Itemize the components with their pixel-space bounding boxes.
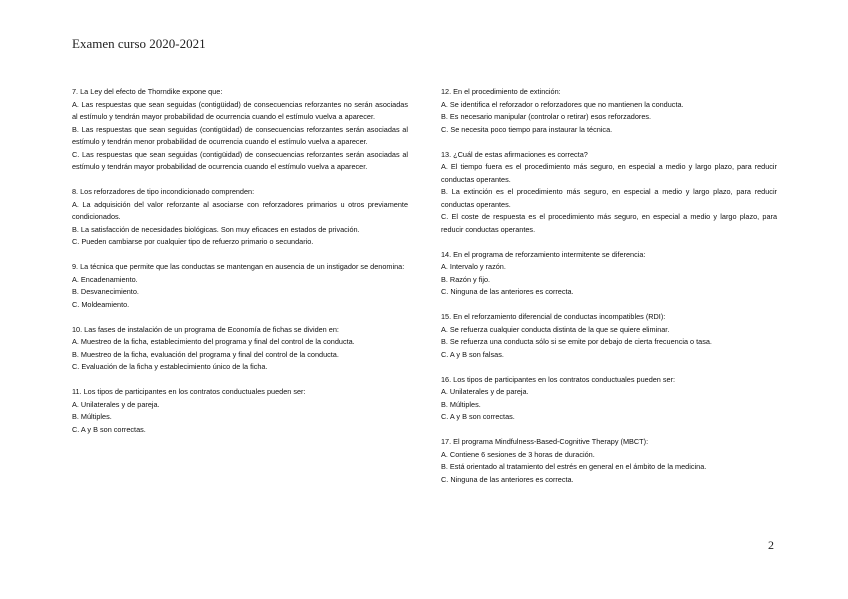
option-b: B. Las respuestas que sean seguidas (contigüidad) de consecuencias reforzantes serán asociadas al estímulo y tendrán menor probabilidad de ocurrencia cuando el estímulo vuelva a aparecer.	[72, 124, 408, 146]
option-c: C. El coste de respuesta es el procedimiento más seguro, en especial a medio y largo plazo, para reducir conductas operantes.	[441, 212, 777, 234]
option-b: B. Está orientado al tratamiento del estrés en general en el ámbito de la medicina.	[441, 462, 707, 471]
question-title: 11. Los tipos de participantes en los contratos conductuales pueden ser:	[72, 387, 306, 396]
question-15	[441, 311, 777, 361]
option-a: A. Las respuestas que sean seguidas (contigüidad) de consecuencias reforzantes no serán asociadas al estímulo y tendrán mayor probabilidad de ocurrencia cuando el estímulo vuelva a aparecer.	[72, 99, 408, 121]
question-title: 12. En el procedimiento de extinción:	[441, 87, 561, 96]
option-b: B. Desvanecimiento.	[72, 287, 139, 296]
page-number: 2	[768, 538, 774, 552]
option-c: C. Las respuestas que sean seguidas (contigüidad) de consecuencias reforzantes serán asociadas al estímulo y tendrán mayor probabilidad de ocurrencia cuando el estímulo vuelva a aparecer.	[72, 149, 408, 171]
page-header: Examen curso 2020-2021	[72, 36, 206, 51]
option-c: C. Ninguna de las anteriores es correcta.	[441, 287, 574, 296]
option-c: C. Evaluación de la ficha y establecimiento único de la ficha.	[72, 362, 268, 371]
option-b: B. La satisfacción de necesidades biológicas. Son muy eficaces en estados de privación.	[72, 224, 360, 234]
question-7	[72, 86, 408, 174]
question-title: 8. Los reforzadores de tipo incondicionado comprenden:	[72, 187, 255, 196]
question-11	[72, 386, 408, 436]
option-b: B. Es necesario manipular (controlar o retirar) esos reforzadores.	[441, 112, 652, 121]
option-c: C. A y B son correctas.	[441, 412, 515, 421]
question-title: 15. En el reforzamiento diferencial de conductas incompatibles (RDI):	[441, 312, 666, 321]
question-title: 7. La Ley del efecto de Thorndike expone que:	[72, 87, 223, 96]
option-c: C. Pueden cambiarse por cualquier tipo de refuerzo primario o secundario.	[72, 237, 314, 246]
option-a: A. La adquisición del valor reforzante al asociarse con reforzadores primarios u otros previamente condicionados.	[72, 199, 408, 221]
option-a: A. Encadenamiento.	[72, 274, 138, 284]
question-9	[72, 261, 408, 311]
question-17	[441, 436, 777, 486]
option-a: A. Contiene 6 sesiones de 3 horas de duración.	[441, 449, 595, 459]
option-b: B. Múltiples.	[441, 399, 481, 409]
option-b: B. Múltiples.	[72, 412, 112, 421]
question-12	[441, 86, 777, 136]
question-title: 14. En el programa de reforzamiento intermitente se diferencia:	[441, 249, 646, 259]
question-10	[72, 324, 408, 374]
option-a: A. Se identifica el reforzador o reforzadores que no mantienen la conducta.	[441, 99, 684, 109]
left-column	[72, 86, 408, 449]
option-a: A. Unilaterales y de pareja.	[441, 387, 529, 396]
option-a: A. El tiempo fuera es el procedimiento más seguro, en especial a medio y largo plazo, para reducir conductas operantes.	[441, 162, 777, 184]
option-a: A. Intervalo y razón.	[441, 262, 506, 271]
question-title: 9. La técnica que permite que las conductas se mantengan en ausencia de un instigador se denomina:	[72, 262, 405, 271]
question-title: 16. Los tipos de participantes en los contratos conductuales pueden ser:	[441, 374, 676, 384]
option-b: B. La extinción es el procedimiento más seguro, en especial a medio y largo plazo, para reducir conductas operantes.	[441, 187, 777, 209]
option-c: C. Se necesita poco tiempo para instaurar la técnica.	[441, 124, 613, 134]
option-a: A. Unilaterales y de pareja.	[72, 399, 160, 409]
question-title: 13. ¿Cuál de estas afirmaciones es correcta?	[441, 149, 588, 159]
right-column	[441, 86, 777, 499]
option-c: C. Moldeamiento.	[72, 299, 130, 309]
option-b: B. Se refuerza una conducta sólo si se emite por debajo de cierta frecuencia o tasa.	[441, 337, 712, 346]
question-13	[441, 149, 777, 237]
option-b: B. Muestreo de la ficha, evaluación del programa y final del control de la conducta.	[72, 349, 339, 359]
question-title: 10. Las fases de instalación de un programa de Economía de fichas se dividen en:	[72, 324, 339, 334]
option-c: C. A y B son correctas.	[72, 424, 146, 434]
question-16	[441, 374, 777, 424]
option-a: A. Se refuerza cualquier conducta distinta de la que se quiere eliminar.	[441, 324, 670, 334]
question-8	[72, 186, 408, 249]
question-title: 17. El programa Mindfulness-Based-Cognitive Therapy (MBCT):	[441, 437, 649, 446]
option-c: C. A y B son falsas.	[441, 349, 504, 359]
question-14	[441, 249, 777, 299]
option-a: A. Muestreo de la ficha, establecimiento del programa y final del control de la conducta.	[72, 337, 355, 346]
option-c: C. Ninguna de las anteriores es correcta.	[441, 474, 574, 484]
option-b: B. Razón y fijo.	[441, 274, 491, 284]
